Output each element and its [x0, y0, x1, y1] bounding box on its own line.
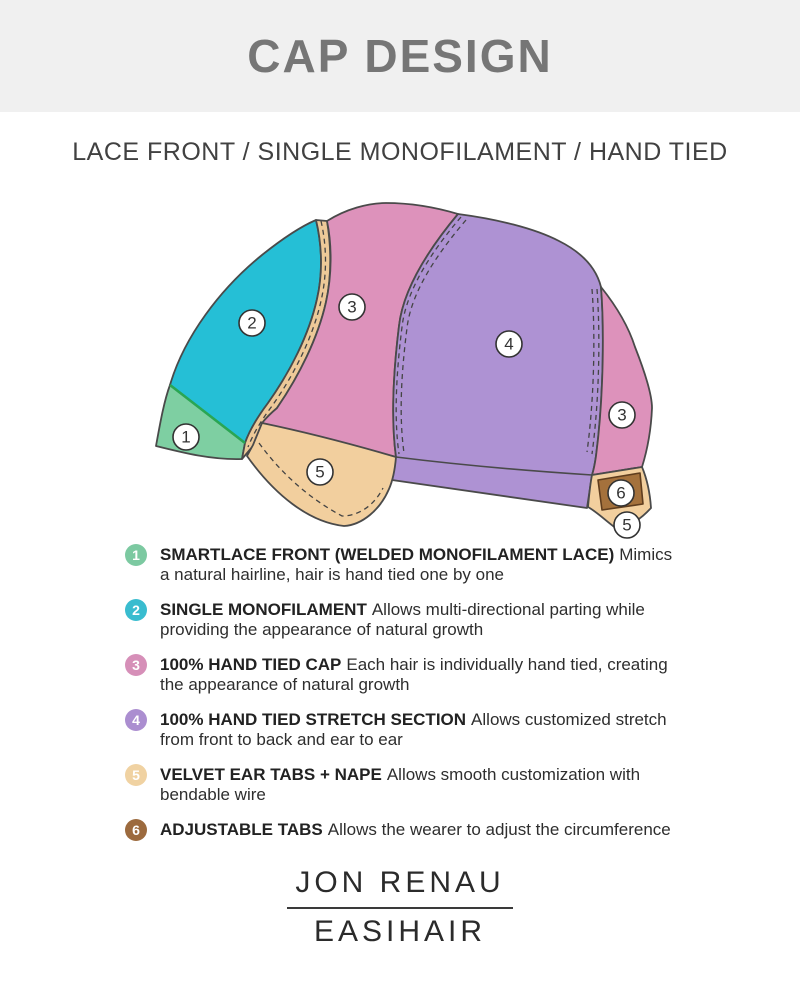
- diagram-callout-1: [173, 424, 199, 450]
- cap-subtitle: LACE FRONT / SINGLE MONOFILAMENT / HAND TIED: [72, 138, 728, 166]
- legend-text: [160, 765, 680, 805]
- legend-text: [160, 710, 680, 750]
- legend-title: 100% HAND TIED STRETCH SECTION: [160, 710, 467, 729]
- legend-number-badge: 2: [125, 599, 147, 621]
- legend-desc: Each hair is individually hand tied, creating the appearance of natural growth: [160, 655, 668, 694]
- svg-text:5: 5: [315, 462, 325, 482]
- legend-desc: Allows smooth customization with bendable wire: [160, 765, 641, 804]
- cap-diagram: [140, 195, 680, 545]
- legend-text: [160, 820, 680, 840]
- diagram-callout-4: [496, 331, 522, 357]
- legend-item: [125, 655, 685, 695]
- page-title: CAP DESIGN: [247, 30, 553, 82]
- legend-number-badge: 1: [125, 544, 147, 566]
- legend-desc: Allows the wearer to adjust the circumference: [327, 820, 671, 839]
- legend-desc: Mimics a natural hairline, hair is hand tied one by one: [160, 545, 673, 584]
- legend-title: ADJUSTABLE TABS: [160, 820, 323, 839]
- legend-text: [160, 600, 680, 640]
- legend-text: [160, 655, 680, 695]
- legend-title: 100% HAND TIED CAP: [160, 655, 342, 674]
- legend-title: SINGLE MONOFILAMENT: [160, 600, 367, 619]
- svg-text:6: 6: [616, 483, 626, 503]
- cap-legend: [125, 545, 685, 856]
- svg-text:1: 1: [181, 427, 191, 447]
- legend-text: [160, 545, 680, 585]
- svg-text:3: 3: [347, 297, 357, 317]
- brand-subname: EASIHAIR: [313, 915, 487, 948]
- svg-text:4: 4: [504, 334, 514, 354]
- legend-item: [125, 710, 685, 750]
- legend-title: SMARTLACE FRONT (WELDED MONOFILAMENT LACE): [160, 545, 615, 564]
- diagram-callout-5-nape: [614, 512, 640, 538]
- svg-text:2: 2: [247, 313, 257, 333]
- legend-number-badge: 5: [125, 764, 147, 786]
- diagram-callout-2: [239, 310, 265, 336]
- diagram-callout-5-ear: [307, 459, 333, 485]
- legend-number-badge: 3: [125, 654, 147, 676]
- diagram-callout-3-front: [339, 294, 365, 320]
- diagram-callout-6: [608, 480, 634, 506]
- svg-text:5: 5: [622, 515, 632, 535]
- legend-item: [125, 820, 685, 841]
- legend-item: [125, 600, 685, 640]
- brand-name: JON RENAU: [287, 866, 512, 909]
- legend-title: VELVET EAR TABS + NAPE: [160, 765, 382, 784]
- legend-desc: Allows multi-directional parting while providing the appearance of natural growth: [160, 600, 645, 639]
- legend-desc: Allows customized stretch from front to back and ear to ear: [160, 710, 667, 749]
- legend-number-badge: 6: [125, 819, 147, 841]
- legend-item: [125, 765, 685, 805]
- diagram-callout-3-back: [609, 402, 635, 428]
- legend-item: [125, 545, 685, 585]
- svg-text:3: 3: [617, 405, 627, 425]
- legend-number-badge: 4: [125, 709, 147, 731]
- header-bar: [0, 0, 800, 112]
- brand-logo: [0, 866, 800, 949]
